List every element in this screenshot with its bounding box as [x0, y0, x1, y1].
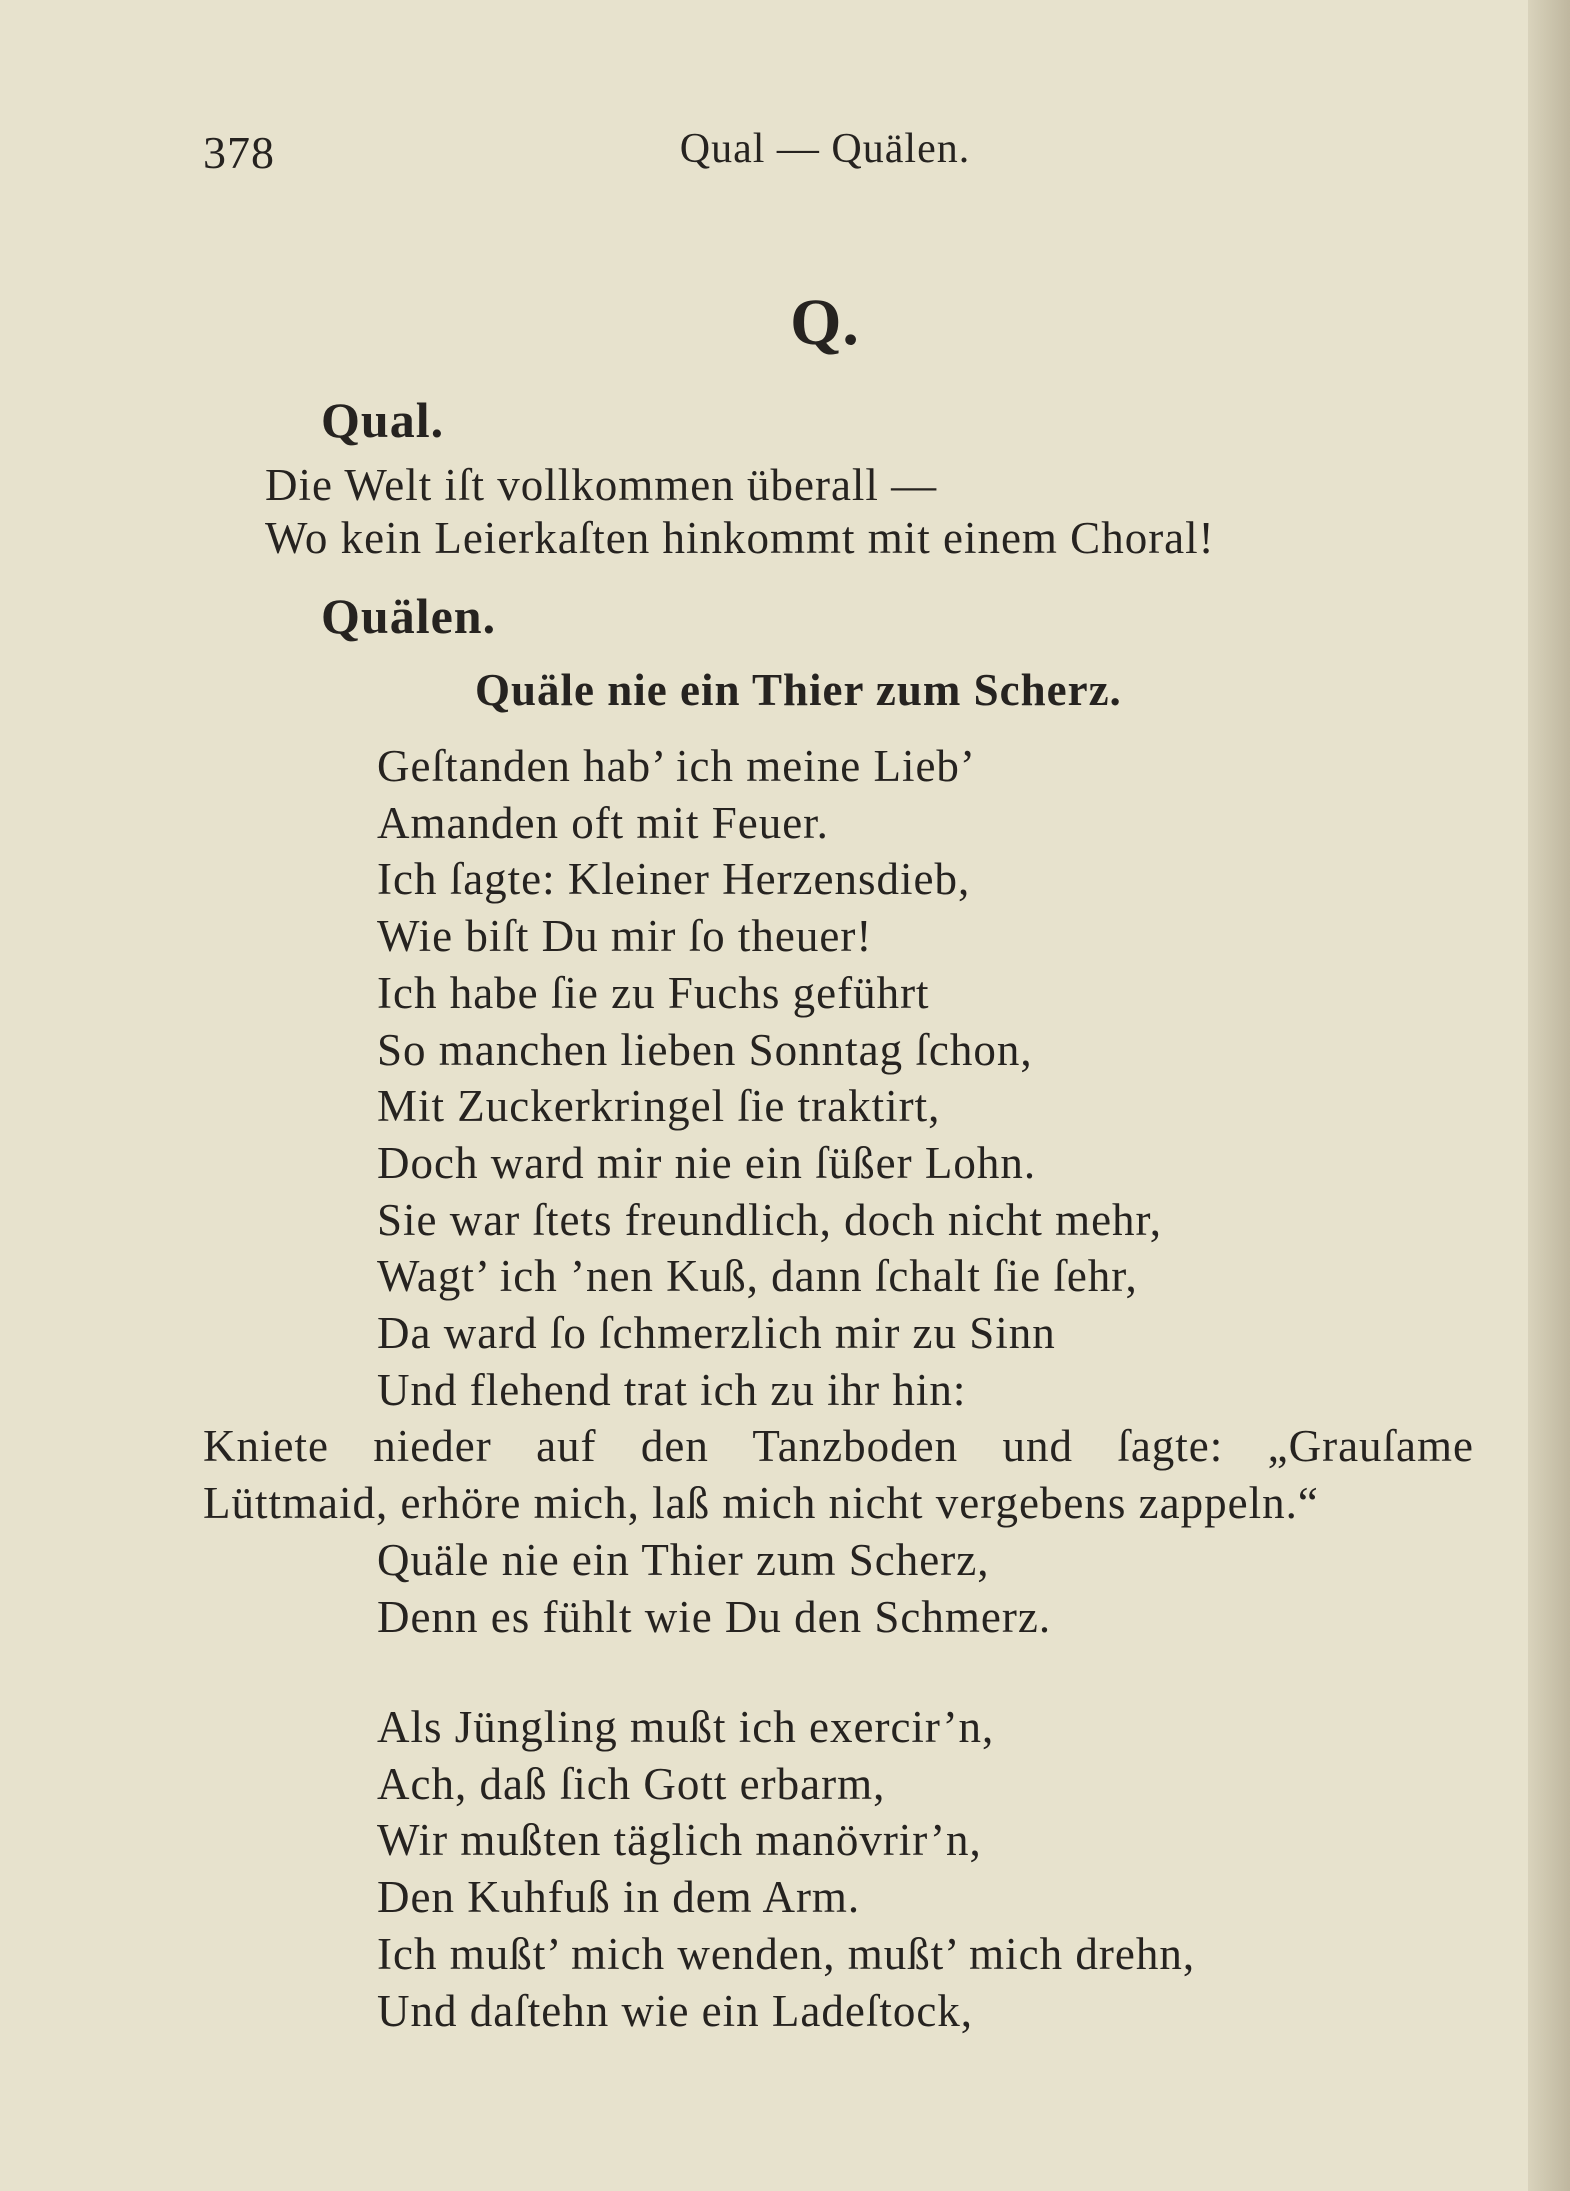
text-line: Wagt’ ich ’nen Kuß, dann ſchalt ſie ſehr, [377, 1251, 1138, 1302]
text-line: Ich mußt’ mich wenden, mußt’ mich drehn, [377, 1928, 1196, 1979]
text-line: Kniete nieder auf den Tanzboden und ſagte: „Grauſame [203, 1421, 1474, 1472]
text-line: Da ward ſo ſchmerzlich mir zu Sinn [377, 1308, 1056, 1358]
page-number: 378 [203, 127, 275, 178]
entry-heading: Qual. [321, 392, 445, 448]
text-line: Ich habe ſie zu Fuchs geführt [377, 967, 930, 1018]
entry-heading: Quälen. [321, 588, 497, 644]
text-line: Wie biſt Du mir ſo theuer! [377, 911, 873, 962]
text-line: Doch ward mir nie ein ſüßer Lohn. [377, 1137, 1037, 1188]
running-title: Qual — Quälen. [679, 126, 971, 172]
text-line: Wir mußten täglich manövrir’n, [377, 1815, 982, 1866]
text-line: Die Welt iſt vollkommen überall — [265, 460, 938, 510]
text-line: Denn es fühlt wie Du den Schmerz. [377, 1591, 1052, 1642]
text-line: Amanden oft mit Feuer. [377, 797, 829, 848]
text-line: Ach, daß ſich Gott erbarm, [377, 1758, 886, 1809]
text-line: Lüttmaid, erhöre mich, laß mich nicht vergebens zappeln.“ [203, 1478, 1319, 1529]
text-line: So manchen lieben Sonntag ſchon, [377, 1024, 1033, 1075]
text-line: Den Kuhfuß in dem Arm. [377, 1872, 861, 1923]
text-line: Sie war ſtets freundlich, doch nicht mehr, [377, 1194, 1162, 1245]
text-line: Quäle nie ein Thier zum Scherz, [377, 1534, 990, 1585]
text-line: Wo kein Leierkaſten hinkommt mit einem Choral! [265, 513, 1215, 563]
section-letter: Q. [790, 286, 860, 359]
poem-title: Quäle nie ein Thier zum Scherz. [475, 665, 1122, 715]
text-line: Als Jüngling mußt ich exercir’n, [377, 1702, 995, 1753]
text-line: Und daſtehn wie ein Ladeſtock, [377, 1985, 974, 2036]
text-line: Geſtanden hab’ ich meine Lieb’ [377, 741, 976, 791]
text-line: Ich ſagte: Kleiner Herzensdieb, [377, 854, 971, 905]
text-line: Mit Zuckerkringel ſie traktirt, [377, 1081, 941, 1132]
text-line: Und flehend trat ich zu ihr hin: [377, 1364, 967, 1415]
